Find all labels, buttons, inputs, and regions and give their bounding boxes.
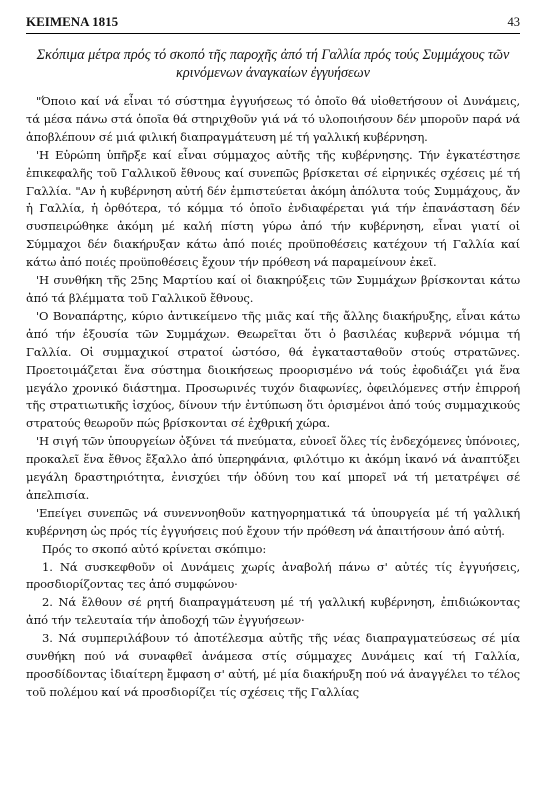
document-page (26, 14, 520, 702)
list-item: 2. Νά ἔλθουν σέ ρητή διαπραγμάτευση μέ τή γαλλική κυβέρνηση, ἐπιδιώκοντας ἀπό τήν τελευταία τήν ἀποδοχή τῶν ἐγγυήσεων· (26, 595, 520, 628)
paragraph: 'Η σιγή τῶν ὑπουργείων ὀξύνει τά πνεύματα, εὐνοεῖ ὅλες τίς ἐνδεχόμενες ὑπόνοιες, προκαλεῖ ἕνα ἔθνος ἔξαλλο ἀπό ὑπερηφάνια, φιλότιμο κι ἀκόμη ἱκανό νά ἀναπτύξει μεγάλη δραστηριότητα, ἐνισχύει τήν ὀδύνη του καί μπορεῖ νά τή μετατρέψει σέ ἀπελπισία. (26, 434, 520, 502)
list-item: 3. Νά συμπεριλάβουν τό ἀποτέλεσμα αὐτῆς τῆς νέας διαπραγματεύσεως σέ μία συνθήκη πού νά συναφθεῖ ἀνάμεσα στίς σύμμαχες Δυνάμεις καί τή Γαλλία, προσδίδοντας ἰδιαίτερη ἔμφαση σ' αὐτή, μέ μία διακήρυξη πού νά ἀναγγέλει το τέλος τοῦ πολέμου καί νά προσδιορίζει τίς σχέσεις τῆς Γαλλίας (26, 631, 520, 699)
paragraph: Πρός το σκοπό αὐτό κρίνεται σκόπιμο: (42, 541, 267, 556)
body-text (26, 93, 520, 702)
list-item: 1. Νά συσκεφθοῦν οἱ Δυνάμεις χωρίς ἀναβολή πάνω σ' αὐτές τίς ἐγγυήσεις, προσδιορίζοντας τες ἀπό συμφώνου· (26, 559, 520, 592)
paragraph: "Όποιο καί νά εἶναι τό σύστημα ἐγγυήσεως τό ὁποῖο θά υἱοθετήσουν οἱ Δυνάμεις, τά μέσα πάνω στά ὁποῖα θά στηριχθοῦν γιά νά τό υλοποιήσουν δέν μποροῦν παρά νά ἀποβλέπουν σέ μιά φιλική διαπραγμάτευση μέ τή γαλλική κυβέρνηση. (26, 94, 520, 144)
page-number: 43 (507, 15, 520, 29)
section-title: Σκόπιμα μέτρα πρός τό σκοπό τῆς παροχῆς ἀπό τή Γαλλία πρός τούς Συμμάχους τῶν κρινόμενων ἀναγκαίων ἐγγυήσεων (36, 47, 510, 81)
running-header (26, 14, 520, 34)
paragraph: 'Ο Βοναπάρτης, κύριο ἀντικείμενο τῆς μιᾶς καί τῆς ἄλλης διακήρυξης, εἶναι κάτω ἀπό τήν ἐξουσία τῶν Συμμάχων. Θεωρεῖται ὅτι ὁ βασιλέας κυβερνᾶ νόμιμα τή Γαλλία. Οἱ συμμαχικοί στρατοί ὡστόσο, θά ἐγκατασταθοῦν στούς στρατῶνες. Προετοιμάζεται ἕνα σύστημα διοικήσεως προορισμένο νά τούς ἐφοδιάζει γιά ἕνα μεγάλο χρονικό διάστημα. Προσωρινές τυχόν διαφωνίες, ὀφειλόμενες στήν ἐπιρροή τῆς στρατιωτικῆς ἰσχύος, δίνουν τήν ἐντύπωση ὅτι ὁρισμένοι ἀπό τούς συμμαχικούς στρατούς θεωροῦν πώς βρίσκονται σέ ἐχθρική χώρα. (26, 308, 520, 431)
paragraph: 'Η συνθήκη τῆς 25ης Μαρτίου καί οἱ διακηρύξεις τῶν Συμμάχων βρίσκονται κάτω ἀπό τά βλέμματα τοῦ Γαλλικοῦ ἔθνους. (26, 273, 520, 305)
paragraph: 'Η Εὐρώπη ὑπῆρξε καί εἶναι σύμμαχος αὐτῆς τῆς κυβέρνησης. Τήν ἐγκατέστησε ἐπικεφαλῆς τοῦ Γαλλικοῦ ἔθνους καί συνεπῶς βρίσκεται σέ εἰρηνικές σχέσεις μέ τή Γαλλία. "Αν ἡ κυβέρνηση αὐτή δέν ἐμπιστεύεται ἀκόμη ἀπόλυτα τούς Συμμάχους, ἄν ἡ Γαλλία, ἡ ὀρθότερα, τό κόμμα τό ὁποῖο ἐνδιαφέρεται γιά τήν ἐπανάσταση δέν συσπειρώθηκε ἀκόμη μέ καλή πίστη γύρω ἀπό τήν κυβέρνηση, εἶναι γιατί οἱ Σύμμαχοι δέν διακήρυξαν κάτω ἀπό ποιές προϋποθέσεις κατέχουν τή Γαλλία καί κάτω ἀπό ποιές προϋποθέσεις ἔχουν τήν πρόθεση νά παραμείνουν ἐκεῖ. (26, 147, 520, 270)
paragraph: 'Επείγει συνεπῶς νά συνεννοηθοῦν κατηγορηματικά τά ὑπουργεία μέ τή γαλλική κυβέρνηση ὡς πρός τίς ἐγγυήσεις πού ἔχουν τήν πρόθεση νά ἀπαιτήσουν ἀπό αὐτή. (26, 505, 520, 538)
running-title: ΚΕΙΜΕΝΑ 1815 (26, 14, 119, 29)
